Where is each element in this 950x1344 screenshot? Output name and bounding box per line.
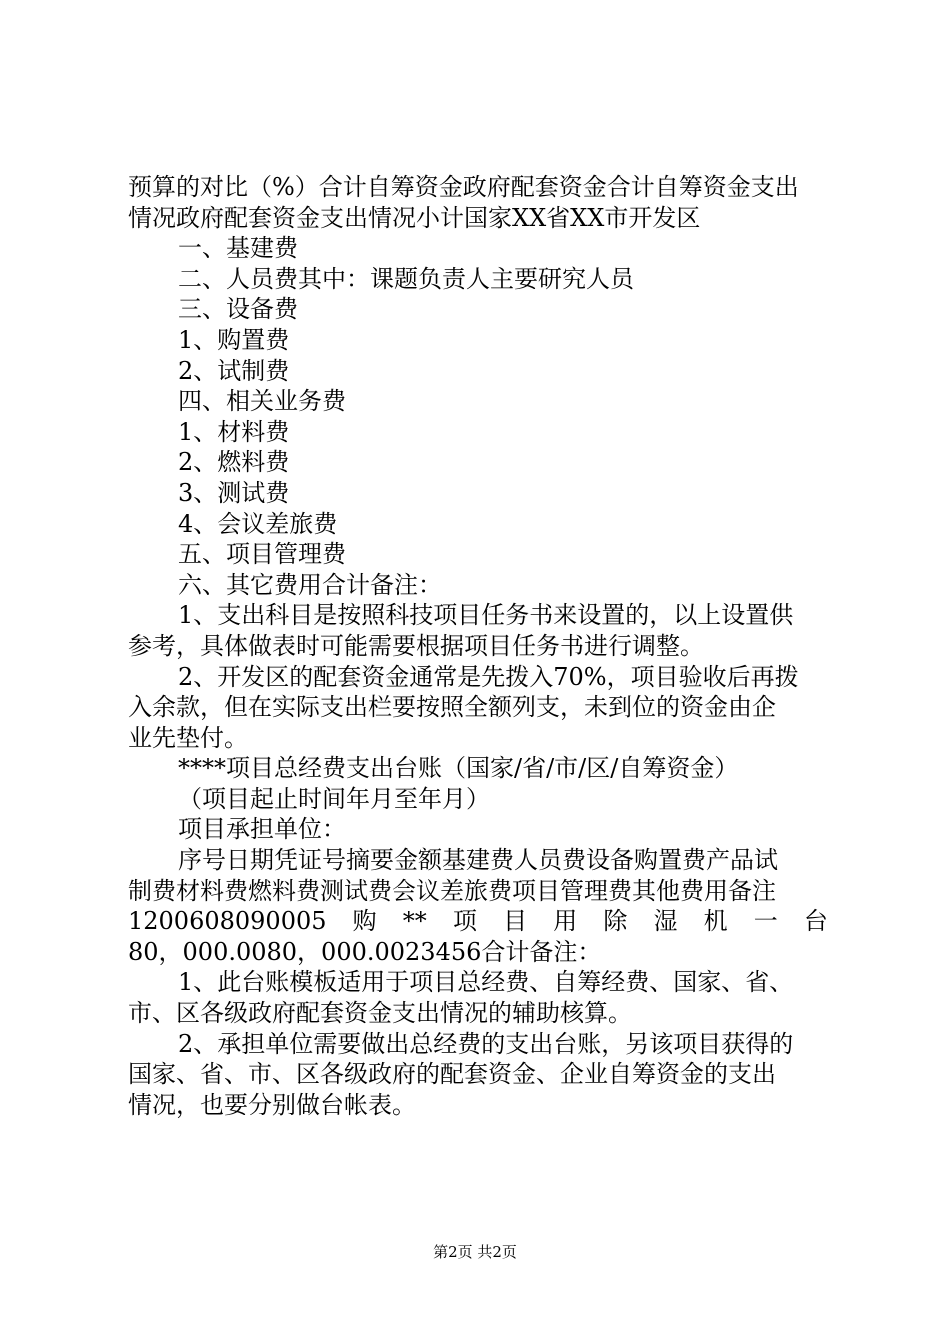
text-line: 80，000.0080，000.0023456合计备注： — [128, 937, 602, 966]
text-line: 情况，也要分别做台帐表。 — [128, 1090, 416, 1119]
text-line: 六、其它费用合计备注： — [178, 570, 442, 599]
text-line: 五、项目管理费 — [178, 540, 346, 569]
text-line: 制费材料费燃料费测试费会议差旅费项目管理费其他费用备注 — [128, 876, 776, 905]
text-line: 参考，具体做表时可能需要根据项目任务书进行调整。 — [128, 631, 704, 660]
text-line: 二、人员费其中：课题负责人主要研究人员 — [178, 264, 634, 293]
text-line: 1、此台账模板适用于项目总经费、自筹经费、国家、省、 — [178, 968, 794, 997]
text-line: 市、区各级政府配套资金支出情况的辅助核算。 — [128, 999, 632, 1028]
text-line: 2、燃料费 — [178, 448, 290, 477]
text-line: 四、相关业务费 — [178, 387, 346, 416]
text-line: 预算的对比（%）合计自筹资金政府配套资金合计自筹资金支出 — [128, 173, 799, 201]
entry-token: 台 — [803, 907, 828, 936]
text-line: 国家、省、市、区各级政府的配套资金、企业自筹资金的支出 — [128, 1060, 776, 1089]
entry-token: 项 — [452, 907, 477, 936]
page-footer: 第2页 共2页 — [433, 1243, 517, 1261]
entry-token: 用 — [553, 907, 578, 936]
entry-token: ** — [402, 907, 427, 936]
text-line: 序号日期凭证号摘要金额基建费人员费设备购置费产品试 — [178, 846, 778, 875]
document-body — [128, 172, 828, 1120]
text-line: 4、会议差旅费 — [178, 509, 338, 538]
text-line: 1、支出科目是按照科技项目任务书来设置的，以上设置供 — [178, 601, 794, 630]
entry-token: 湿 — [653, 907, 678, 936]
ledger-period: （项目起止时间年月至年月） — [178, 784, 490, 813]
text-line: 入余款，但在实际支出栏要按照全额列支，未到位的资金由企 — [128, 693, 776, 722]
entry-token: 1200608090005 — [128, 907, 327, 936]
entry-token: 购 — [352, 907, 377, 936]
entry-token: 除 — [603, 907, 628, 936]
text-line: 1、购置费 — [178, 325, 290, 354]
ledger-unit: 项目承担单位： — [178, 815, 346, 844]
entry-token: 机 — [703, 907, 728, 936]
text-line: 2、试制费 — [178, 356, 290, 385]
text-line: 1、材料费 — [178, 417, 290, 446]
text-line: 情况政府配套资金支出情况小计国家XX省XX市开发区 — [128, 203, 701, 232]
entry-token: 一 — [753, 907, 778, 936]
text-line: 一、基建费 — [178, 234, 298, 263]
text-line: 三、设备费 — [178, 295, 298, 324]
text-line: 3、测试费 — [178, 478, 290, 507]
ledger-title: ****项目总经费支出台账（国家/省/市/区/自筹资金） — [178, 754, 739, 783]
justified-entry-line — [128, 906, 828, 937]
entry-token: 目 — [503, 907, 528, 936]
text-line: 2、开发区的配套资金通常是先拨入70%，项目验收后再拨 — [178, 662, 799, 691]
text-line: 2、承担单位需要做出总经费的支出台账，另该项目获得的 — [178, 1029, 794, 1058]
text-line: 业先垫付。 — [128, 723, 248, 752]
